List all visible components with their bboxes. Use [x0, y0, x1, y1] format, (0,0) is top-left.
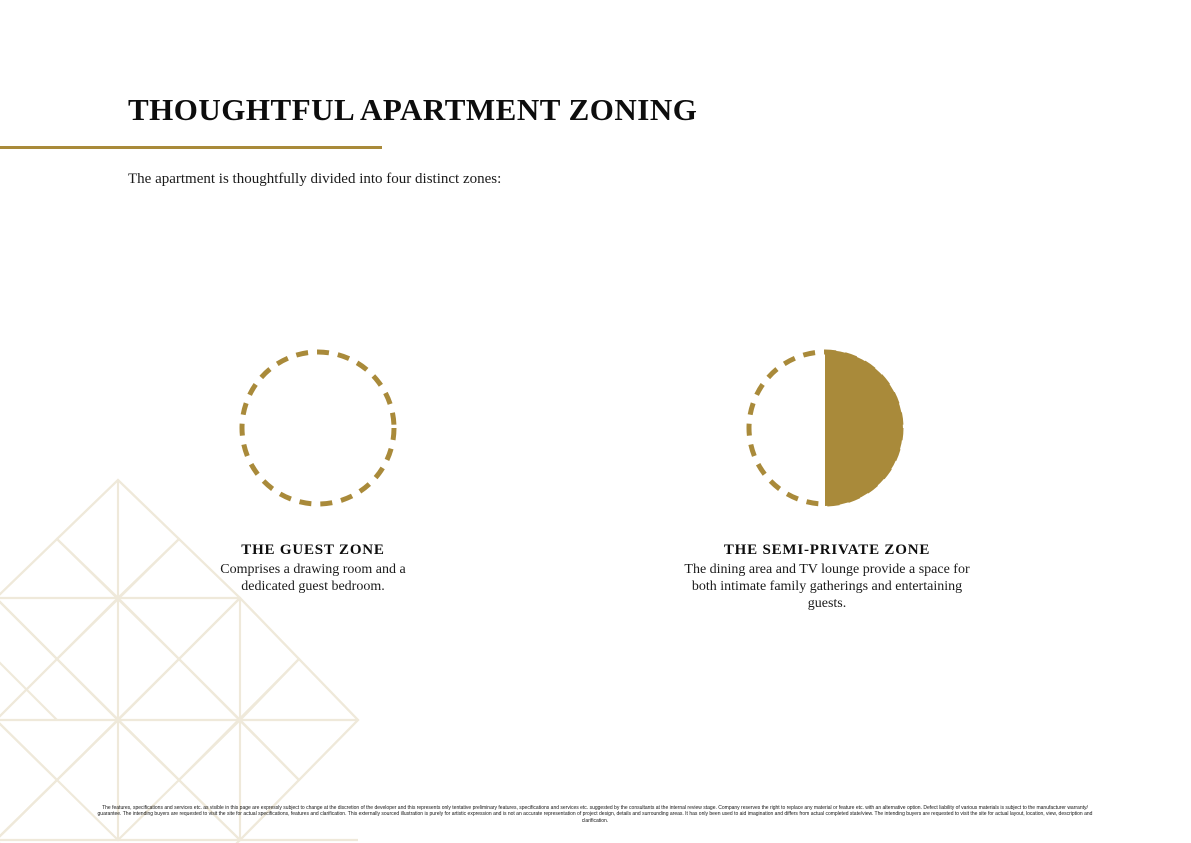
- zone-heading: THE SEMI-PRIVATE ZONE: [723, 542, 931, 558]
- zone-guest: [193, 541, 433, 595]
- zone-heading: THE GUEST ZONE: [241, 542, 385, 558]
- title-underline-rule: [0, 146, 382, 149]
- zone-description: The dining area and TV lounge provide a space for both intimate family gatherings and entertaining guests.: [684, 562, 970, 611]
- intro-text: The apartment is thoughtfully divided into four distinct zones:: [128, 171, 502, 187]
- legal-disclaimer: The features, specifications and services etc. as visible in this page are expressly subject to change at the discretion of the developer and this represents only tentative preliminary features, specifications and services etc. suggested by the consultants at the internal review stage. Company reserves the right to replace any material or feature etc. with an alternative option. Defect liability of various materials is subject to the manufacturer warranty/ guarantee. The intending buyers are requested to visit the site for actual specifications, features and clarification. This externally sourced illustration is purely for artistic expression and is not an accurate representation of project design, details and surrounding areas. It has only been used to aid imagination and differs from actual completed state/view. The intending buyers are requested to visit the site for actual layout, location, view, description and clarification.: [97, 805, 1093, 824]
- zone-semi-private: [677, 541, 977, 612]
- dashed-circle-half-filled-icon: [745, 348, 910, 508]
- geometric-pattern-decoration: [0, 478, 360, 843]
- dashed-circle-empty-icon: [238, 348, 398, 508]
- zone-description: Comprises a drawing room and a dedicated guest bedroom.: [220, 562, 406, 594]
- page-title: THOUGHTFUL APARTMENT ZONING: [128, 92, 698, 127]
